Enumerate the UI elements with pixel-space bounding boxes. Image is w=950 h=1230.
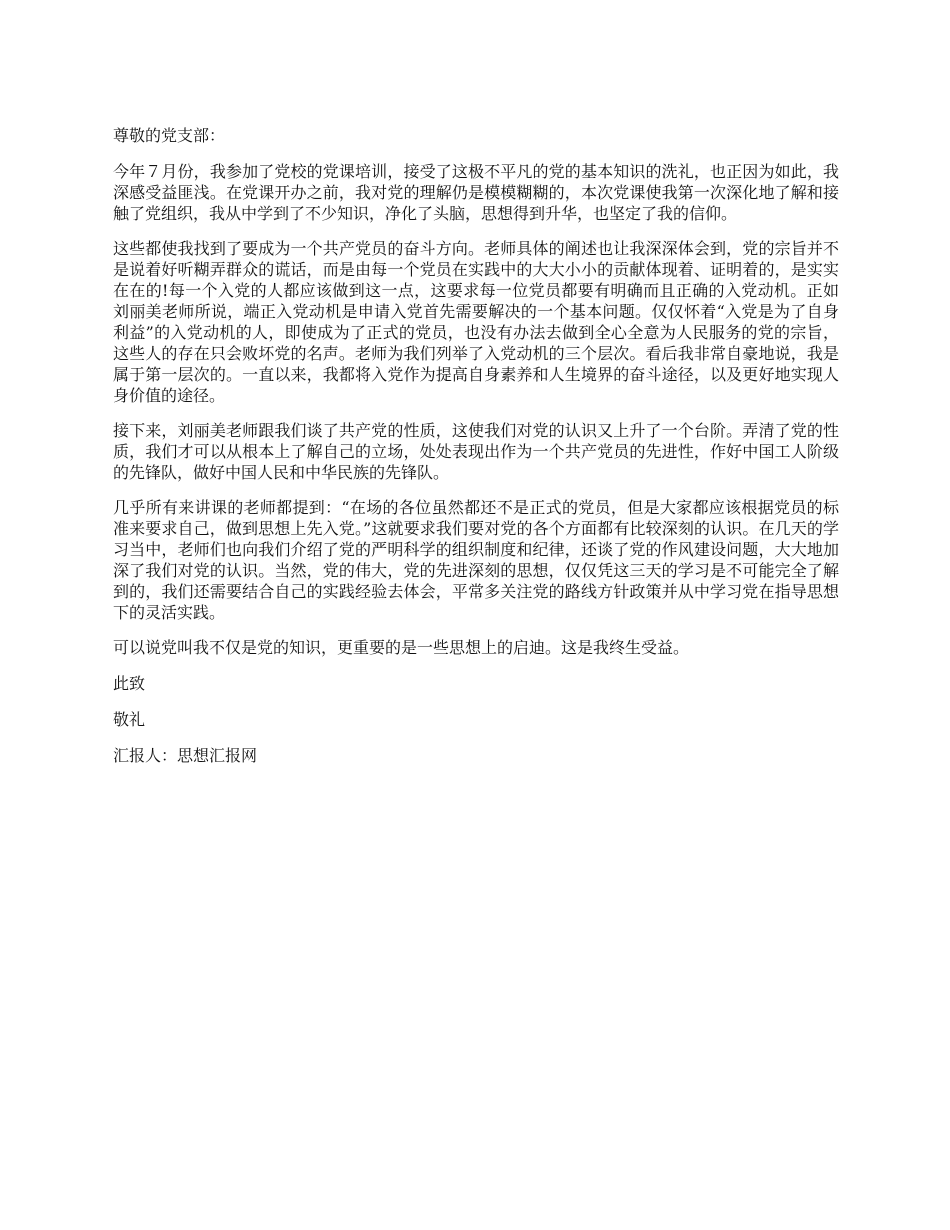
report-letter: [113, 125, 839, 781]
paragraph-5: 可以说党叫我不仅是党的知识，更重要的是一些思想上的启迪。这是我终生受益。: [113, 638, 690, 657]
salutation: 尊敬的党支部：: [113, 126, 226, 145]
paragraph-3: 接下来，刘丽美老师跟我们谈了共产党的性质，这使我们对党的认识又上升了一个台阶。弄清了党的性质，我们才可以从根本上了解自己的立场，处处表现出作为一个共产党员的先进性，作好中国工人阶级的先锋队，做好中国人民和中华民族的先锋队。: [113, 421, 839, 482]
signature: 汇报人：思想汇报网: [113, 746, 258, 765]
paragraph-2: 这些都使我找到了要成为一个共产党员的奋斗方向。老师具体的阐述也让我深深体会到，党的宗旨并不是说着好听糊弄群众的谎话，而是由每一个党员在实践中的大大小小的贡献体现着、证明着的，是实实在在的!每一个入党的人都应该做到这一点，这要求每一位党员都要有明确而且正确的入党动机。正如刘丽美老师所说，端正入党动机是申请入党首先需要解决的一个基本问题。仅仅怀着“入党是为了自身利益”的入党动机的人，即使成为了正式的党员，也没有办法去做到全心全意为人民服务的党的宗旨，这些人的存在只会败坏党的名声。老师为我们列举了入党动机的三个层次。看后我非常自豪地说，我是属于第一层次的。一直以来，我都将入党作为提高自身素养和人生境界的奋斗途径，以及更好地实现人身价值的途径。: [113, 239, 839, 405]
closing-line-1: 此致: [113, 674, 146, 693]
closing-line-2: 敬礼: [113, 710, 146, 729]
paragraph-4: 几乎所有来讲课的老师都提到：“在场的各位虽然都还不是正式的党员，但是大家都应该根据党员的标准来要求自己，做到思想上先入党。”这就要求我们要对党的各个方面都有比较深刻的认识。在几天的学习当中，老师们也向我们介绍了党的严明科学的组织制度和纪律，还谈了党的作风建设问题，大大地加深了我们对党的认识。当然，党的伟大，党的先进深刻的思想，仅仅凭这三天的学习是不可能完全了解到的，我们还需要结合自己的实践经验去体会，平常多关注党的路线方针政策并从中学习党在指导思想下的灵活实践。: [113, 498, 839, 622]
paragraph-1: 今年７月份，我参加了党校的党课培训，接受了这极不平凡的党的基本知识的洗礼，也正因为如此，我深感受益匪浅。在党课开办之前，我对党的理解仍是模模糊糊的，本次党课使我第一次深化地了解和接触了党组织，我从中学到了不少知识，净化了头脑，思想得到升华，也坚定了我的信仰。: [113, 162, 839, 223]
